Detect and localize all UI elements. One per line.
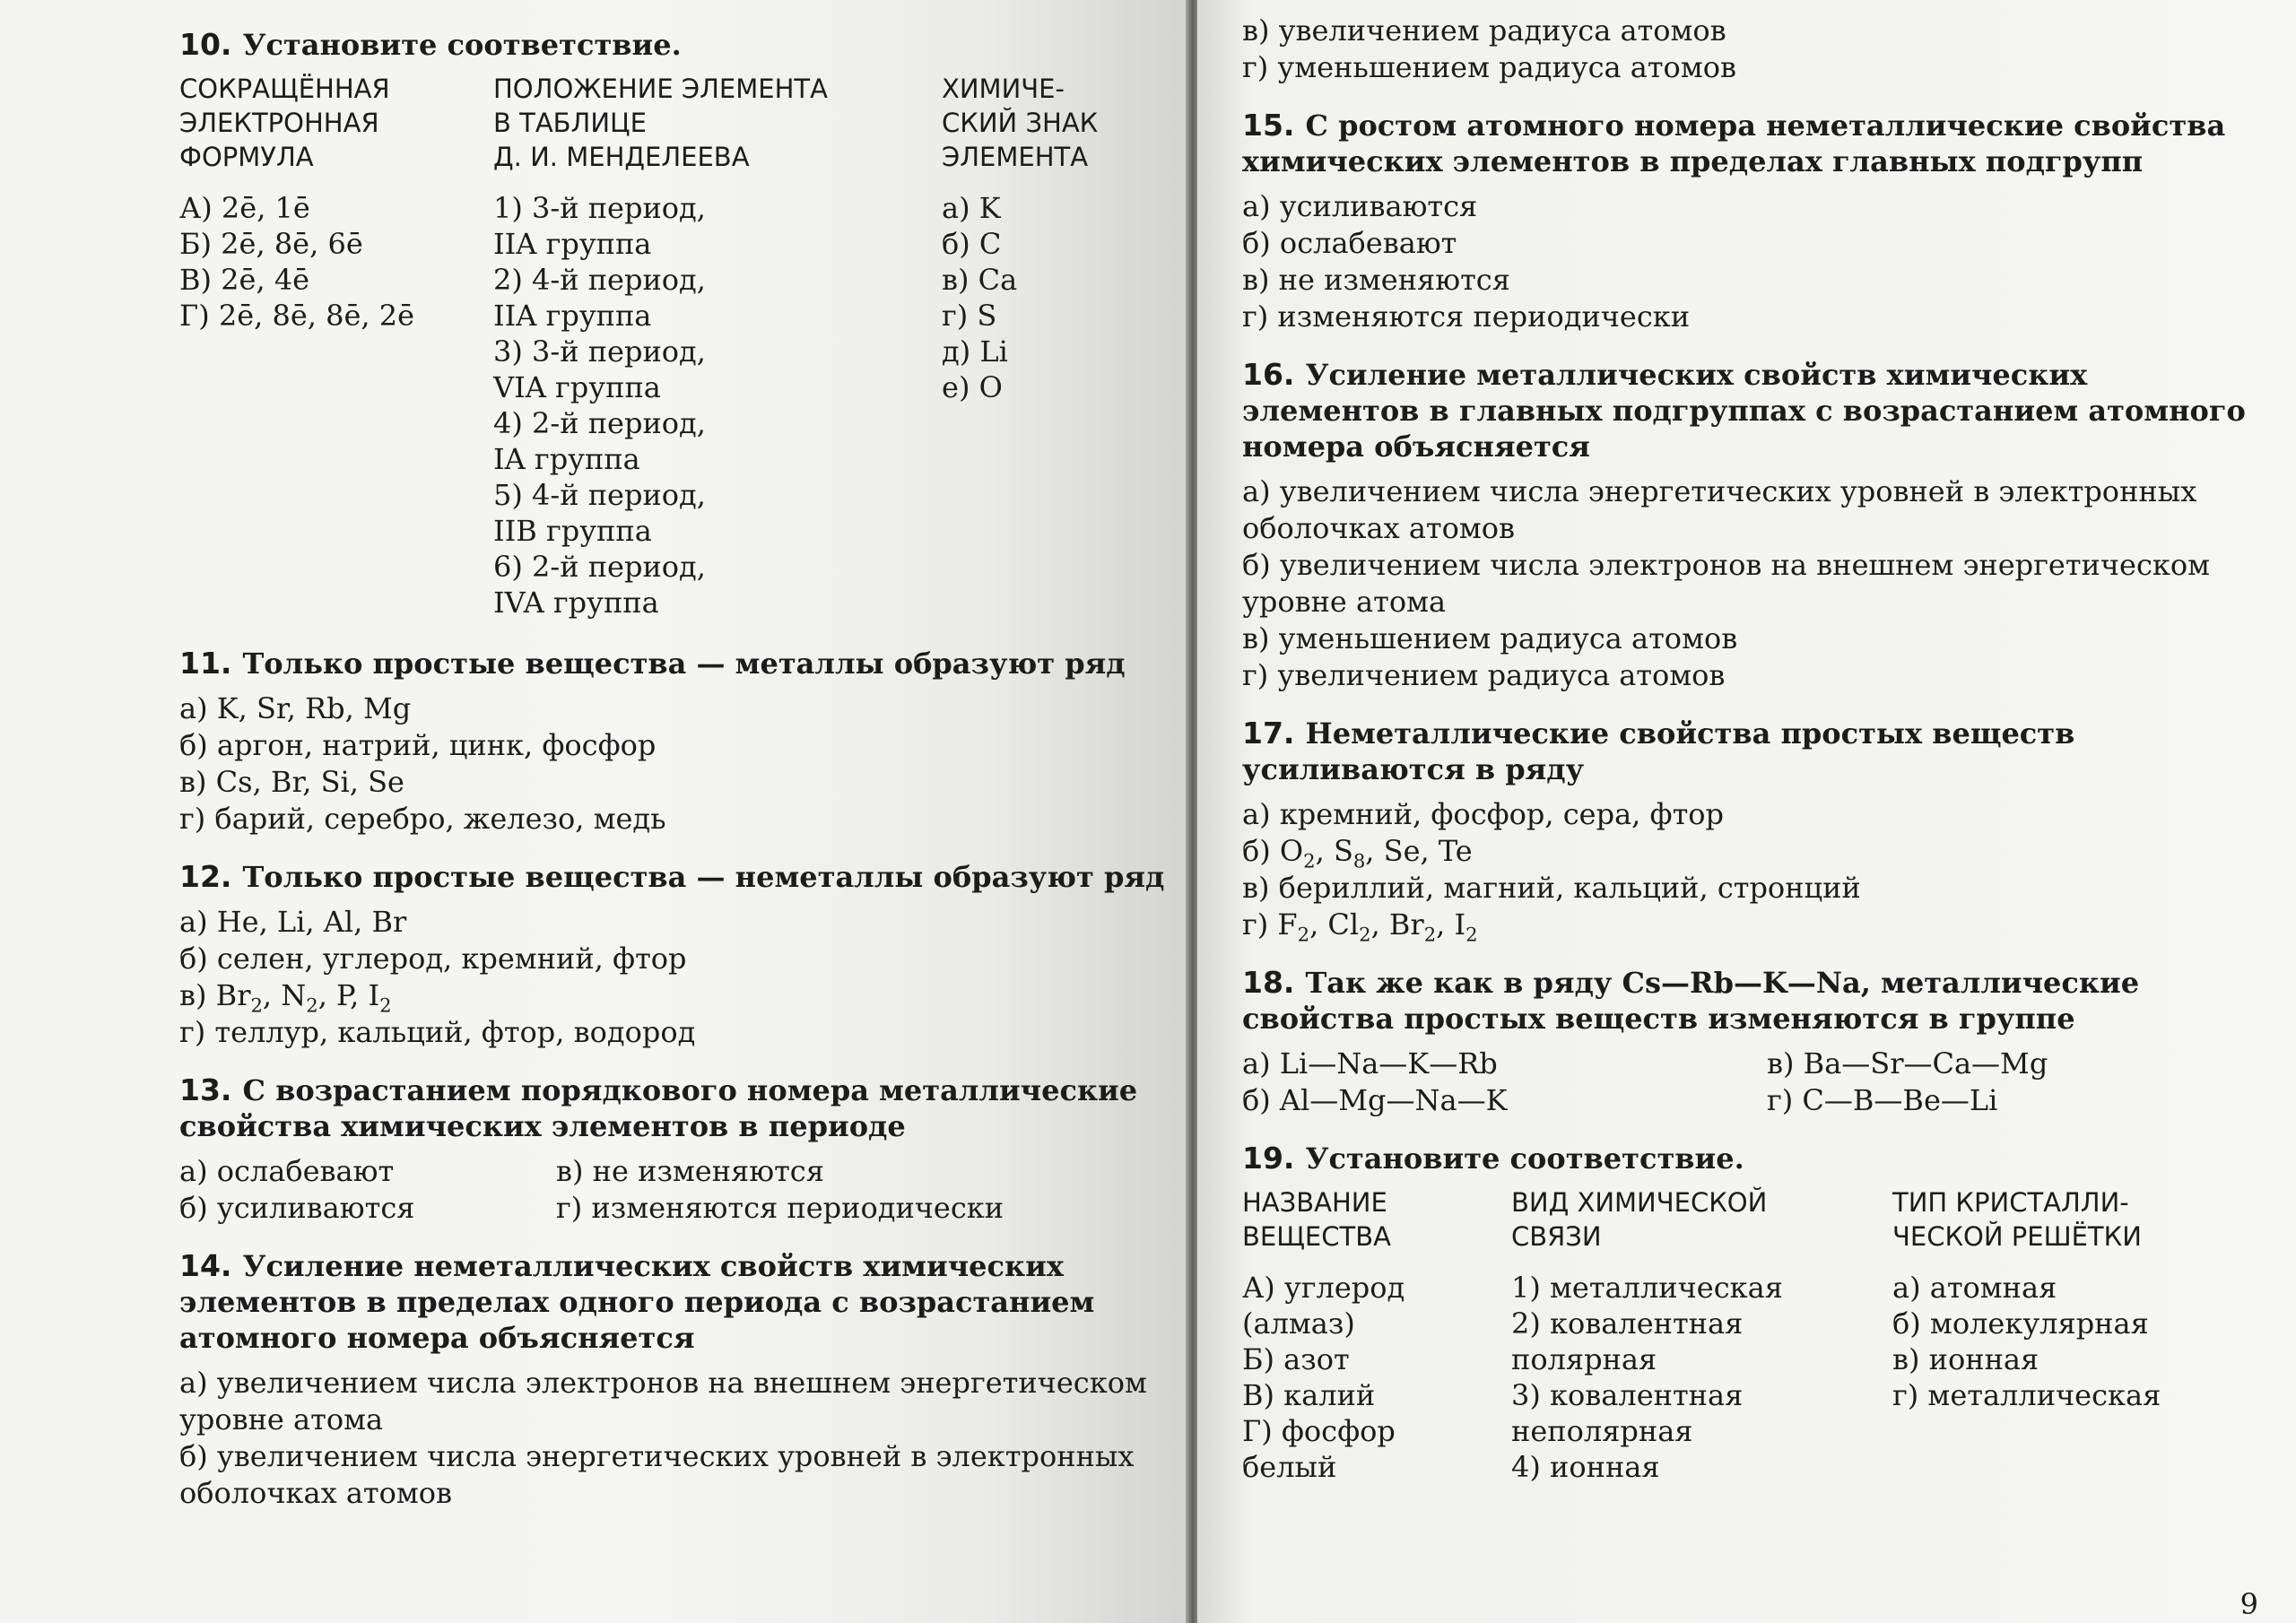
list-item: е) O	[942, 370, 1003, 404]
question-number: 11.	[179, 646, 232, 681]
column-header: СОКРАЩЁННАЯ ЭЛЕКТРОННАЯ ФОРМУЛА	[179, 74, 390, 172]
question-text: С возрастанием порядкового номера металлические свойства химических элементов в периоде	[179, 1073, 1138, 1143]
list-item: Б) 2ē, 8ē, 6ē	[179, 227, 363, 261]
question-number: 14.	[179, 1248, 232, 1283]
list-item: 5) 4-й период,	[493, 478, 706, 512]
question-number: 17.	[1242, 716, 1295, 751]
list-item: В) 2ē, 4ē	[179, 263, 310, 297]
list-item: а) K	[942, 191, 1001, 225]
list-item: А) углерод	[1242, 1271, 1405, 1305]
list-item: в) Ca	[942, 263, 1018, 297]
question-number: 15.	[1242, 108, 1295, 143]
list-item: д) Li	[942, 334, 1008, 369]
list-item: а) атомная	[1892, 1271, 2057, 1305]
option: в) Ba—Sr—Ca—Mg	[1767, 1046, 2048, 1081]
list-item: б) молекулярная	[1892, 1306, 2149, 1341]
option: в) Cs, Br, Si, Se	[179, 765, 404, 799]
list-item: 2) ковалентная	[1511, 1306, 1744, 1341]
column-table-position	[493, 72, 942, 621]
list-item: 2) 4-й период,	[493, 263, 706, 297]
option: в) увеличением радиуса атомов	[1242, 13, 1726, 48]
option: а) увеличением числа электронов на внешнем энергетическом уровне атома	[179, 1366, 1147, 1436]
list-item: VIA группа	[493, 370, 661, 404]
list-item: А) 2ē, 1ē	[179, 191, 310, 225]
option: в) бериллий, магний, кальций, стронций	[1242, 871, 1861, 905]
option: б) увеличением числа энергетических уровней в электронных оболочках атомов	[179, 1439, 1135, 1510]
options-16	[1242, 473, 2260, 694]
option: г) $F_2$, $Cl_2$, $Br_2$, $I_2$	[1242, 907, 1478, 946]
column-electron-formula	[179, 72, 493, 621]
option: г) увеличением радиуса атомов	[1242, 658, 1726, 692]
option: а) K, Sr, Rb, Mg	[179, 691, 412, 725]
option: а) увеличением числа энергетических уровней в электронных оболочках атомов	[1242, 474, 2197, 545]
option: в) не изменяются	[556, 1154, 824, 1188]
option: б) Al—Mg—Na—K	[1242, 1083, 1508, 1117]
option: г) изменяются периодически	[1242, 299, 1691, 334]
question-number: 16.	[1242, 357, 1295, 392]
option: г) уменьшением радиуса атомов	[1242, 50, 1736, 84]
options-17	[1242, 796, 2260, 946]
list-item: в) ионная	[1892, 1342, 2039, 1376]
column-header: ВИД ХИМИЧЕСКОЙ СВЯЗИ	[1511, 1187, 1768, 1252]
option: б) ослабевают	[1242, 226, 1457, 260]
question-number: 19.	[1242, 1141, 1295, 1176]
option: б) аргон, натрий, цинк, фосфор	[179, 728, 657, 762]
list-item: неполярная	[1511, 1414, 1693, 1448]
option: б) усиливаются	[179, 1191, 415, 1225]
option: а) кремний, фосфор, сера, фтор	[1242, 797, 1725, 831]
list-item: IA группа	[493, 442, 640, 476]
option: г) теллур, кальций, фтор, водород	[179, 1015, 696, 1049]
page-number: 9	[2239, 1587, 2258, 1621]
question-number: 10.	[179, 27, 232, 62]
question-text: Только простые вещества — металлы образуют ряд	[242, 647, 1126, 681]
question-text: Так же как в ряду Cs—Rb—K—Na, металлические свойства простых веществ изменяются в группе	[1242, 966, 2140, 1036]
option: в) уменьшением радиуса атомов	[1242, 621, 1738, 655]
column-chemical-symbol	[942, 72, 1175, 621]
list-item: 1) металлическая	[1511, 1271, 1783, 1305]
list-item: 6) 2-й период,	[493, 550, 706, 584]
question-13	[179, 1072, 1179, 1144]
options-18	[1242, 1046, 2260, 1119]
option: б) увеличением числа электронов на внешнем энергетическом уровне атома	[1242, 548, 2211, 619]
options-14-continued	[1242, 13, 2260, 86]
question-14	[179, 1248, 1179, 1356]
column-bond-type	[1511, 1185, 1892, 1485]
question-17	[1242, 716, 2260, 787]
list-item: IIB группа	[493, 514, 652, 548]
list-item: Г) 2ē, 8ē, 8ē, 2ē	[179, 299, 415, 333]
list-item: полярная	[1511, 1342, 1657, 1376]
list-item: 3) 3-й период,	[493, 334, 706, 369]
question-text: Установите соответствие.	[242, 28, 682, 62]
option: г) барий, серебро, железо, медь	[179, 802, 666, 836]
option: а) He, Li, Al, Br	[179, 905, 407, 939]
options-15	[1242, 188, 2260, 335]
column-header: ХИМИЧЕ- СКИЙ ЗНАК ЭЛЕМЕНТА	[942, 74, 1099, 172]
list-item: (алмаз)	[1242, 1306, 1355, 1341]
column-header: НАЗВАНИЕ ВЕЩЕСТВА	[1242, 1187, 1391, 1252]
question-12	[179, 859, 1179, 895]
list-item: Г) фосфор	[1242, 1414, 1396, 1448]
question-text: Установите соответствие.	[1305, 1141, 1744, 1176]
options-11	[179, 690, 1179, 838]
question-10	[179, 27, 1179, 63]
question-number: 12.	[179, 859, 232, 894]
options-14	[179, 1365, 1179, 1512]
question-text: Усиление неметаллических свойств химических элементов в пределах одного периода с возрастанием атомного номера объясняется	[179, 1249, 1095, 1355]
question-text: Неметаллические свойства простых веществ усиливаются в ряду	[1242, 716, 2075, 786]
right-page	[1197, 0, 2296, 1623]
options-13	[179, 1153, 1179, 1227]
option: а) Li—Na—K—Rb	[1242, 1046, 1498, 1081]
list-item: белый	[1242, 1450, 1337, 1484]
option: б) селен, углерод, кремний, фтор	[179, 942, 687, 976]
question-text: Усиление металлических свойств химических элементов в главных подгруппах с возрастанием атомного номера объясняется	[1242, 358, 2246, 464]
option: в) не изменяются	[1242, 263, 1510, 297]
option: г) C—B—Be—Li	[1767, 1083, 1998, 1117]
list-item: IIA группа	[493, 227, 652, 261]
list-item: 1) 3-й период,	[493, 191, 706, 225]
option: б) $O_2$, $S_8$, Se, Te	[1242, 834, 1473, 872]
option: г) изменяются периодически	[556, 1191, 1004, 1225]
list-item: г) металлическая	[1892, 1378, 2161, 1412]
question-text: Только простые вещества — неметаллы образуют ряд	[242, 860, 1165, 894]
question-number: 18.	[1242, 965, 1295, 1000]
list-item: г) S	[942, 299, 997, 333]
list-item: В) калий	[1242, 1378, 1376, 1412]
list-item: 3) ковалентная	[1511, 1378, 1744, 1412]
list-item: 4) 2-й период,	[493, 406, 706, 440]
options-12	[179, 904, 1179, 1051]
column-substance-name	[1242, 1185, 1511, 1485]
list-item: б) C	[942, 227, 1002, 261]
question-text: С ростом атомного номера неметаллические свойства химических элементов в пределах главных подгрупп	[1242, 108, 2226, 178]
column-header: ПОЛОЖЕНИЕ ЭЛЕМЕНТА В ТАБЛИЦЕ Д. И. МЕНДЕЛЕЕВА	[493, 74, 828, 172]
option: а) усиливаются	[1242, 189, 1478, 223]
list-item: Б) азот	[1242, 1342, 1350, 1376]
question-15	[1242, 108, 2260, 179]
column-header: ТИП КРИСТАЛЛИ- ЧЕСКОЙ РЕШЁТКИ	[1892, 1187, 2142, 1252]
list-item: IVA группа	[493, 586, 659, 620]
list-item: IIA группа	[493, 299, 652, 333]
option: в) $Br_2$, $N_2$, P, $I_2$	[179, 978, 392, 1017]
column-crystal-lattice	[1892, 1185, 2260, 1485]
matching-table-19	[1242, 1185, 2260, 1485]
matching-table-10	[179, 72, 1179, 621]
question-11	[179, 646, 1179, 681]
list-item: 4) ионная	[1511, 1450, 1660, 1484]
question-18	[1242, 965, 2260, 1037]
option: а) ослабевают	[179, 1154, 395, 1188]
question-16	[1242, 357, 2260, 464]
question-19	[1242, 1141, 2260, 1176]
question-number: 13.	[179, 1072, 232, 1107]
